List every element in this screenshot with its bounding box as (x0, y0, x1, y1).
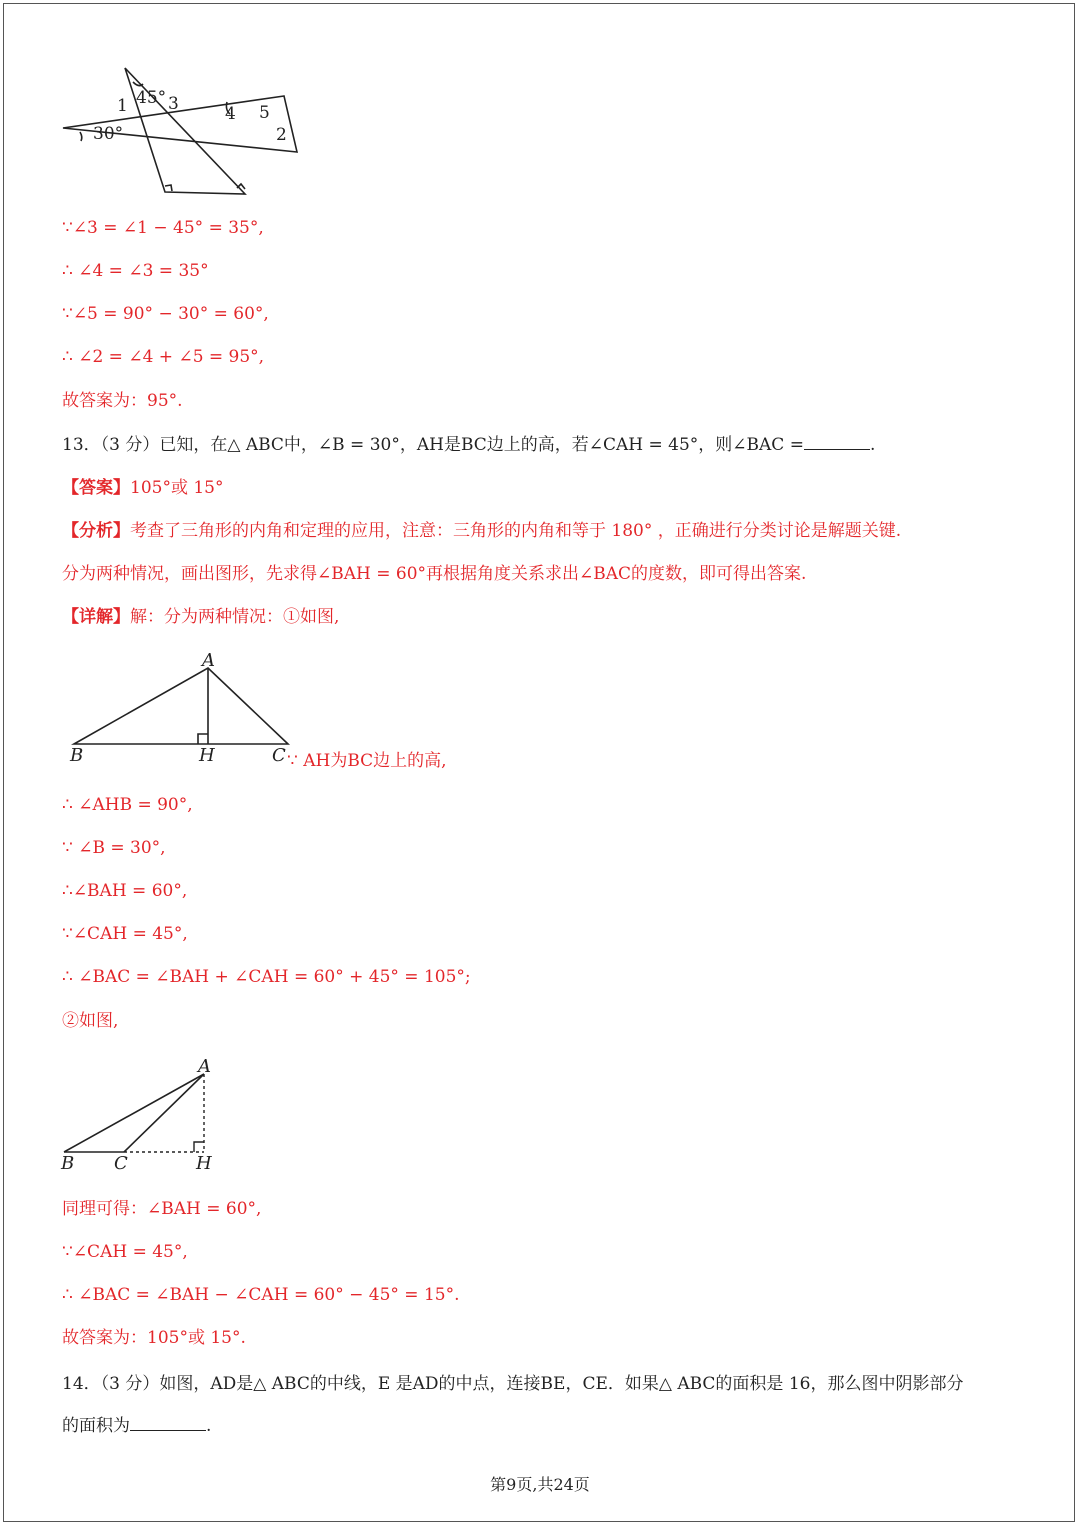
analysis-13-line-1 (62, 520, 901, 542)
case1-line-5: ∴ ∠BAC = ∠BAH + ∠CAH = 60° + 45° = 105°; (62, 967, 471, 987)
star-label-2: 2 (276, 125, 287, 145)
page-footer: 第9页,共24页 (490, 1475, 590, 1494)
fig1-label-b: B (70, 745, 84, 766)
case2-line-3: ∴ ∠BAC = ∠BAH − ∠CAH = 60° − 45° = 15°. (62, 1285, 460, 1305)
question-13-suffix: . (869, 435, 876, 455)
triangle-figure-1 (62, 648, 302, 772)
triangle-figure-1-svg (62, 648, 302, 768)
side-ac-2 (124, 1074, 204, 1152)
star-label-1: 1 (117, 96, 128, 116)
star-label-3: 3 (168, 94, 179, 114)
answer-13 (62, 477, 223, 499)
solution12-answer: 故答案为：95°. (62, 391, 183, 411)
analysis-13-line-2: 分为两种情况，画出图形，先求得∠BAH = 60°再根据角度关系求出∠BAC的度数，即可得出答案. (62, 564, 807, 584)
case2-intro: ②如图, (62, 1011, 119, 1031)
triangle-abc-1 (74, 668, 288, 744)
case2-answer: 故答案为：105°或 15°. (62, 1328, 246, 1348)
detail-text: 解：分为两种情况：①如图, (130, 607, 340, 627)
analysis-tag: 【分析】 (62, 521, 130, 541)
solution12-line-2: ∴ ∠4 = ∠3 = 35° (62, 261, 209, 281)
detail-13 (62, 606, 339, 628)
star-triangle-a (125, 68, 245, 194)
star-label-30: 30° (93, 124, 124, 144)
fig1-label-h: H (199, 745, 215, 766)
star-label-45: 45° (136, 88, 167, 108)
solution12-line-4: ∴ ∠2 = ∠4 + ∠5 = 95°, (62, 347, 265, 367)
right-angle-mark-1 (165, 185, 172, 191)
fig2-label-b: B (61, 1153, 75, 1174)
case2-line-1: 同理可得：∠BAH = 60°, (62, 1199, 262, 1219)
case1-line-2: ∵ ∠B = 30°, (62, 838, 166, 858)
detail-tag: 【详解】 (62, 607, 130, 627)
case1-line-1: ∴ ∠AHB = 90°, (62, 795, 193, 815)
right-angle-h-2 (194, 1142, 204, 1152)
fig2-label-a: A (198, 1056, 211, 1077)
case1-line-3: ∴∠BAH = 60°, (62, 881, 188, 901)
fig1-label-c: C (272, 745, 286, 766)
side-ab-2 (64, 1074, 204, 1152)
right-angle-h-1 (198, 734, 208, 744)
answer-tag: 【答案】 (62, 478, 130, 498)
arc-30 (80, 132, 82, 141)
answer-blank-14 (130, 1416, 206, 1431)
question-14-line-1: 14．（3 分）如图，AD是△ ABC的中线，E 是AD的中点，连接BE，CE．如果△ ABC的面积是 16，那么图中阴影部分 (62, 1374, 964, 1394)
case1-line-4: ∵∠CAH = 45°, (62, 924, 188, 944)
star-triangles-figure (55, 62, 305, 206)
answer-text: 105°或 15° (130, 478, 224, 498)
triangle-figure-2 (58, 1052, 228, 1178)
fig2-label-h: H (196, 1153, 212, 1174)
star-label-5: 5 (259, 103, 270, 123)
answer-blank-13 (804, 435, 870, 450)
right-angle-mark-2 (237, 184, 245, 189)
solution12-line-3: ∵∠5 = 90° − 30° = 60°, (62, 304, 269, 324)
star-label-4: 4 (225, 104, 236, 124)
fig1-caption: ∵ AH为BC边上的高, (287, 751, 447, 771)
fig1-label-a: A (202, 650, 215, 671)
question-14-suffix: . (206, 1416, 212, 1436)
question-13 (62, 434, 875, 456)
analysis-text-1: 考查了三角形的内角和定理的应用，注意：三角形的内角和等于 180° ，正确进行分类讨论是解题关键. (130, 521, 902, 541)
question-14-line-2 (62, 1415, 211, 1437)
question-14-text: 的面积为 (62, 1416, 130, 1436)
triangle-figure-2-svg (58, 1052, 228, 1174)
star-triangles-svg (55, 62, 305, 202)
question-13-text: 13．（3 分）已知，在△ ABC中，∠B = 30°，AH是BC边上的高，若∠CAH = 45°，则∠BAC = (62, 435, 804, 455)
fig2-label-c: C (114, 1153, 128, 1174)
case2-line-2: ∵∠CAH = 45°, (62, 1242, 188, 1262)
solution12-line-1: ∵∠3 = ∠1 − 45° = 35°, (62, 218, 264, 238)
